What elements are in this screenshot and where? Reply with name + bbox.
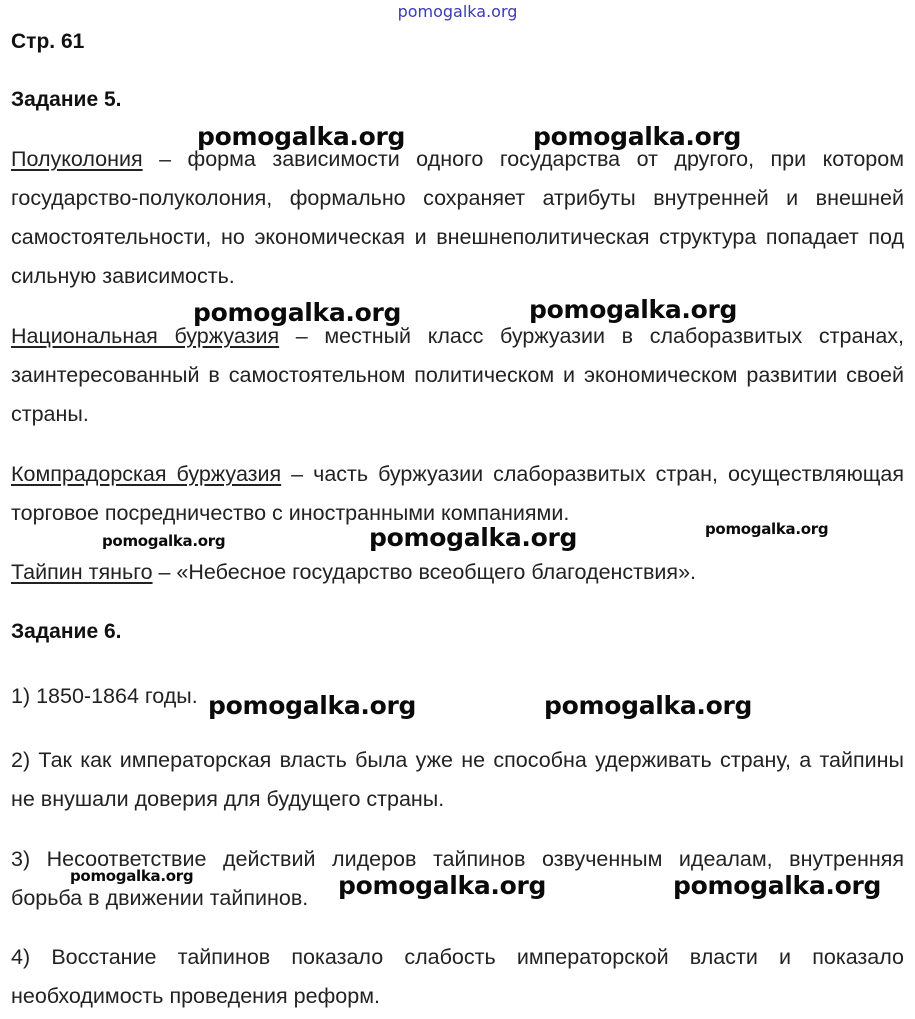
definition-text: – «Небесное государство всеобщего благоденствия». [152,560,697,584]
definition-item [11,553,904,592]
definition-term: Национальная буржуазия [11,324,280,348]
watermark: pomogalka.org [208,691,417,720]
definition-text: – форма зависимости одного государства от другого, при котором государство-полуколония, формально сохраняет атрибуты внутренней и внешней самостоятельности, но экономическая и внешнеполитическая структура попадает под сильную зависимость. [11,147,904,288]
definition-text: – часть буржуазии слаборазвитых стран, осуществляющая торговое посредничество с иностранными компаниями. [11,462,904,525]
task5-heading: Задание 5. [11,88,122,111]
watermark: pomogalka.org [544,691,753,720]
watermark: pomogalka.org [70,867,194,885]
answer-item: 4) Восстание тайпинов показало слабость императорской власти и показало необходимость проведения реформ. [11,945,904,1008]
watermark: pomogalka.org [197,122,406,151]
definition-term: Тайпин тяньго [11,560,153,584]
answer-item: 1) 1850-1864 годы. [11,684,198,708]
watermark-top: pomogalka.org [397,2,518,21]
definition-term: Полуколония [11,147,143,171]
watermark: pomogalka.org [102,532,226,550]
answer-item: 2) Так как императорская власть была уже не способна удерживать страну, а тайпины не внушали доверия для будущего страны. [11,748,904,811]
watermark: pomogalka.org [369,523,578,552]
definition-item [11,317,904,434]
definition-item [11,140,904,296]
task6-heading: Задание 6. [11,620,122,643]
watermark: pomogalka.org [673,871,882,900]
definition-text: – местный класс буржуазии в слаборазвитых странах, заинтересованный в самостоятельном политическом и экономическом развитии своей страны. [11,324,904,426]
definition-term: Компрадорская буржуазия [11,462,282,486]
watermark: pomogalka.org [338,871,547,900]
page-label: Стр. 61 [11,30,85,53]
watermark: pomogalka.org [533,122,742,151]
watermark: pomogalka.org [705,520,829,538]
watermark: pomogalka.org [193,298,402,327]
watermark: pomogalka.org [529,295,738,324]
answer-item: 3) Несоответствие действий лидеров тайпинов озвученным идеалам, внутренняя борьба в движении тайпинов. [11,847,904,910]
